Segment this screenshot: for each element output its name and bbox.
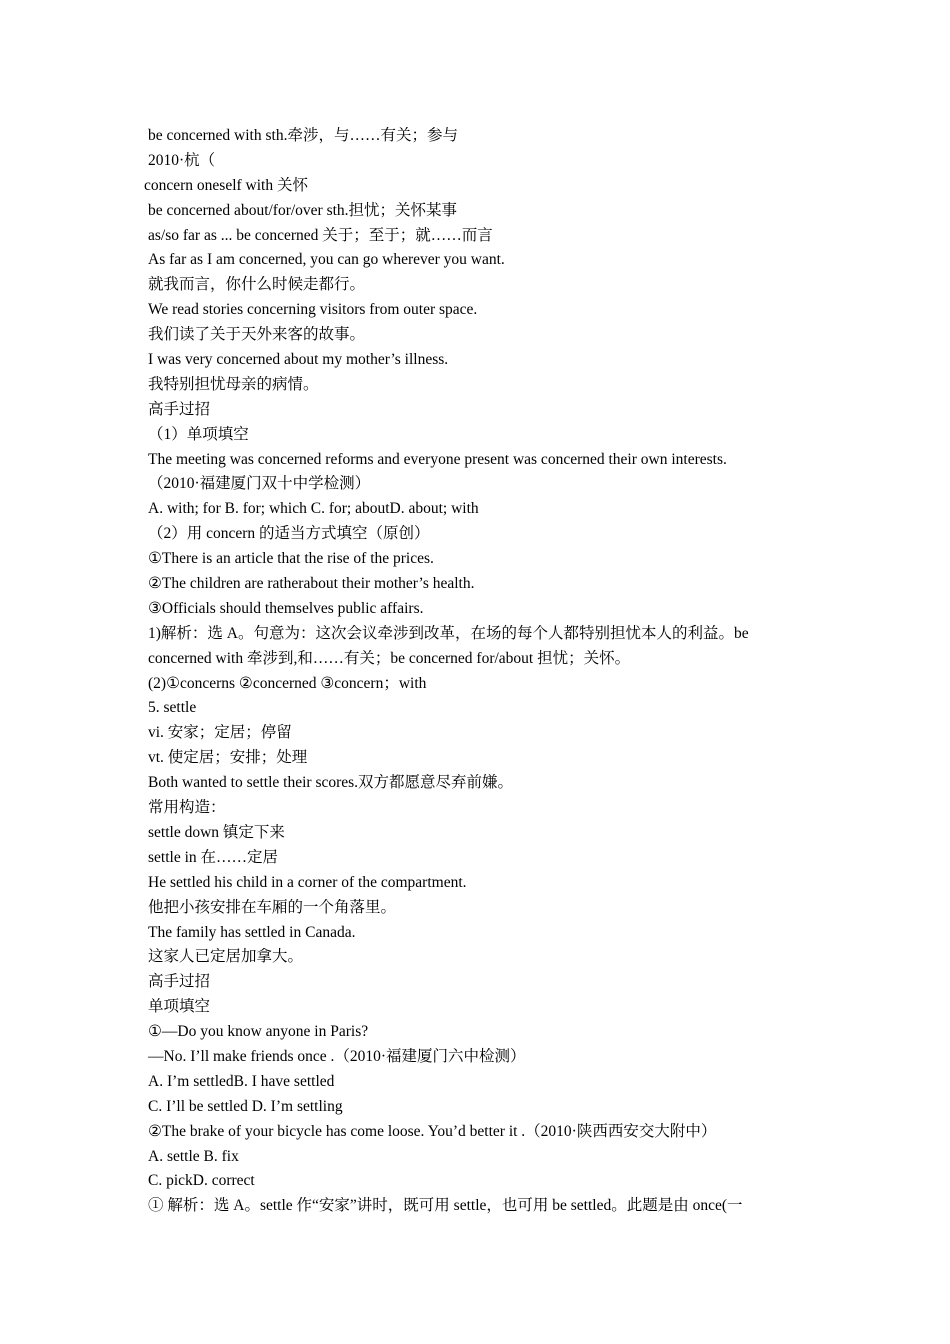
text-line: ①There is an article that the rise of the prices.	[148, 550, 434, 568]
text-line: （2）用 concern 的适当方式填空（原创）	[148, 525, 430, 543]
text-line: A. I’m settledB. I have settled	[148, 1072, 335, 1090]
document-page	[0, 124, 950, 1219]
text-line: The family has settled in Canada.	[148, 923, 356, 941]
text-line: I was very concerned about my mother’s illness.	[148, 351, 449, 369]
text-line: be concerned with sth.牵涉，与……有关；参与	[148, 127, 458, 144]
text-line: 单项填空	[148, 998, 211, 1016]
text-line: ②The children are ratherabout their mother’s health.	[148, 575, 475, 593]
text-line: as/so far as ... be concerned 关于；至于；就……而言	[148, 226, 493, 244]
text-line: ①—Do you know anyone in Paris?	[148, 1023, 369, 1041]
text-line: (2)①concerns ②concerned ③concern；with	[148, 674, 427, 692]
text-line: C. I’ll be settled D. I’m settling	[148, 1097, 343, 1115]
text-line: 5. settle	[148, 699, 197, 717]
text-line: concerned with 牵涉到,和……有关；be concerned for/about 担忧；关怀。	[148, 649, 631, 667]
text-line: We read stories concerning visitors from outer space.	[148, 301, 478, 319]
text-line: 1)解析：选 A。句意为：这次会议牵涉到改革，在场的每个人都特别担忧本人的利益。be	[148, 624, 749, 642]
text-line: 高手过招	[148, 973, 211, 991]
text-line: 我们读了关于天外来客的故事。	[148, 326, 366, 344]
text-line: Both wanted to settle their scores.双方都愿意尽弃前嫌。	[148, 774, 514, 792]
text-line: settle down 镇定下来	[148, 823, 285, 841]
text-line: 这家人已定居加拿大。	[148, 948, 304, 966]
text-line: A. settle B. fix	[148, 1147, 239, 1165]
text-line: 就我而言，你什么时候走都行。	[148, 276, 366, 294]
text-line: —No. I’ll make friends once .（2010·福建厦门六中检测）	[148, 1047, 526, 1065]
text-line: vt. 使定居；安排；处理	[148, 749, 308, 767]
text-line: ③Officials should themselves public affairs.	[148, 599, 424, 617]
text-line: 常用构造：	[148, 799, 226, 817]
text-line: 2010·杭（	[148, 151, 216, 169]
text-line: A. with; for B. for; which C. for; aboutD. about; with	[148, 500, 479, 518]
text-line: He settled his child in a corner of the compartment.	[148, 873, 467, 891]
text-line: settle in 在……定居	[148, 848, 279, 866]
text-line: 高手过招	[148, 400, 211, 418]
text-line: 我特别担忧母亲的病情。	[148, 375, 319, 393]
text-line: ① 解析：选 A。settle 作“安家”讲时，既可用 settle，也可用 be settled。此题是由 once(一	[148, 1197, 743, 1215]
text-line: be concerned about/for/over sth.担忧；关怀某事	[148, 201, 458, 219]
text-line: C. pickD. correct	[148, 1172, 255, 1190]
text-line: 他把小孩安排在车厢的一个角落里。	[148, 898, 397, 916]
text-line: vi. 安家；定居；停留	[148, 724, 292, 742]
text-line: The meeting was concerned reforms and everyone present was concerned their own interests.	[148, 450, 727, 468]
text-line: As far as I am concerned, you can go wherever you want.	[148, 251, 505, 269]
text-line: （2010·福建厦门双十中学检测）	[148, 475, 371, 493]
text-line: （1）单项填空	[148, 425, 249, 443]
text-line: ②The brake of your bicycle has come loose. You’d better it .（2010·陕西西安交大附中）	[148, 1122, 717, 1140]
text-line: concern oneself with 关怀	[144, 176, 308, 194]
